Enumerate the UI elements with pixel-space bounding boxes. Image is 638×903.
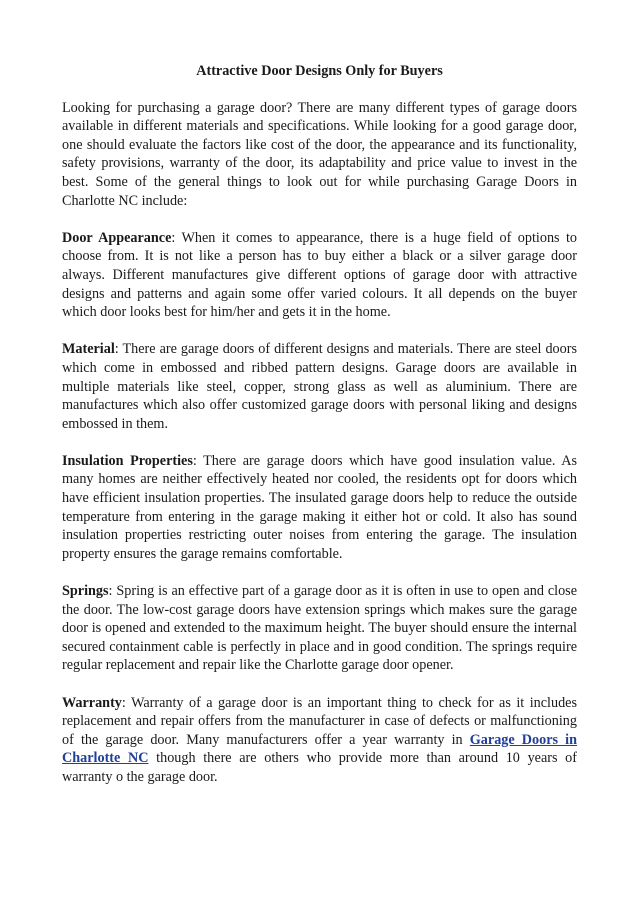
section-text: though there are others who provide more than around 10 years of warranty o the garage door. [62, 750, 577, 785]
section-text: : There are garage doors of different designs and materials. There are steel doors which come in embossed and ribbed pattern designs. Garage doors are available in multiple materials like steel, copper, strong glass as well as aluminium. There are manufactures which also offer customized garage doors with personal liking and designs embossed in them. [62, 341, 577, 432]
garage-doors-charlotte-link[interactable]: Garage Doors in Charlotte NC [62, 731, 578, 767]
section-text: : When it comes to appearance, there is a huge field of options to choose from. It is not like a person has to buy either a black or a silver garage door always. Different manufactures give different options of garage door with attractive designs and patterns and again some offer varied colours. It all depends on the buyer which door looks best for him/her and gets it in the home. [62, 229, 577, 321]
section-term: Springs [62, 583, 109, 600]
intro-paragraph: Looking for purchasing a garage door? There are many different types of garage doors available in different materials and specifications. While looking for a good garage door, one should evaluate the factors like cost of the door, the appearance and its functionality, safety provisions, warranty of the door, its adaptability and price value to invest in the best. Some of the general things to look out for while purchasing Garage Doors in Charlotte NC include: [62, 99, 577, 209]
section-door-appearance [62, 229, 577, 322]
document-title: Attractive Door Designs Only for Buyers [196, 63, 443, 79]
section-text: : Spring is an effective part of a garage door as it is often in use to open and close the door. The low-cost garage doors have extension springs which makes sure the garage door is opened and extended to the maximum height. The buyer should ensure the internal secured containment cable is perfectly in place and in good condition. The springs require regular replacement and repair like the Charlotte garage door opener. [62, 583, 577, 674]
section-insulation-properties [62, 452, 577, 564]
section-term: Door Appearance [62, 229, 172, 246]
section-text: : Warranty of a garage door is an important thing to check for as it includes replacement and repair offers from the manufacturer in case of defects or malfunctioning of the garage door. Many manufacturers offer a year warranty in [62, 694, 577, 748]
section-material [62, 340, 577, 433]
section-term: Warranty [62, 694, 122, 711]
section-text: : There are garage doors which have good insulation value. As many homes are neither effectively heated nor cooled, the residents opt for doors which have efficient insulation properties. The insulated garage doors help to reduce the outside temperature from entering in the garage making it either hot or cold. It also has sound insulation properties restricting outer noises from entering the garage. The insulation property ensures the garage remains comfortable. [62, 452, 577, 562]
section-term: Insulation Properties [62, 452, 193, 469]
section-springs [62, 582, 577, 675]
section-warranty [62, 694, 577, 787]
document-page [62, 62, 577, 787]
section-term: Material [62, 341, 115, 358]
